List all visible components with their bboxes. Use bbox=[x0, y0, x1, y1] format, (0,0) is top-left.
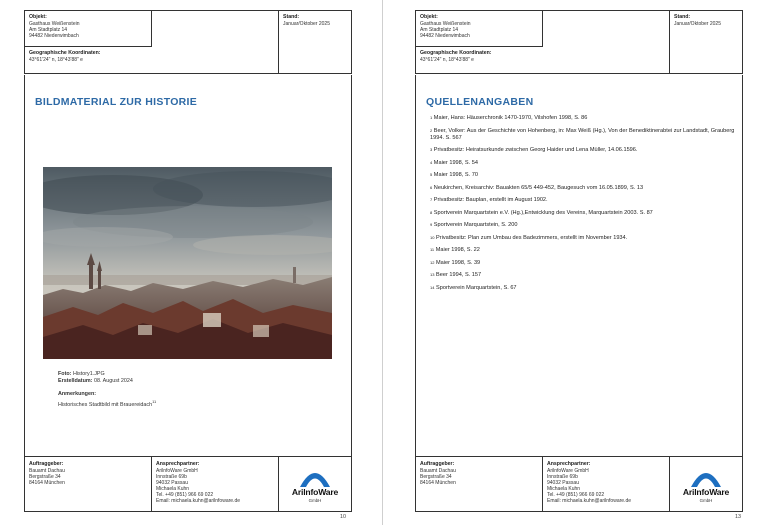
stand-value: Januar/Oktober 2025 bbox=[283, 20, 330, 27]
datum-value: 08. August 2024 bbox=[93, 378, 133, 384]
ansprech-email[interactable]: Email: michaela.kuhn@arilnfoware.de bbox=[156, 497, 241, 504]
sources-list bbox=[430, 115, 736, 297]
ansprech-line: Michaela Kuhn bbox=[156, 485, 190, 492]
source-entry bbox=[430, 115, 736, 122]
source-text: Maier 1998, S. 39 bbox=[436, 259, 481, 266]
photo-illustration bbox=[43, 167, 332, 359]
ansprech-line: ArilnfoWare GmbH bbox=[156, 467, 198, 474]
source-entry bbox=[430, 285, 736, 292]
ansprech-line: 94032 Passau bbox=[156, 479, 188, 486]
content-area bbox=[415, 75, 743, 457]
source-entry bbox=[430, 185, 736, 192]
source-text: Beer, Volker: Aus der Geschichte von Hohenberg, in: Max Weiß (Hg.), Von der Benediktinerabtei zur Landstadt, Grauberg 1994. S. 567 bbox=[430, 127, 735, 141]
footer-logo-cell bbox=[279, 457, 351, 511]
header-koordinaten-cell bbox=[25, 47, 152, 73]
source-entry bbox=[430, 160, 736, 167]
source-entry bbox=[430, 197, 736, 204]
koordinaten-label: Geographische Koordinaten: bbox=[420, 50, 492, 56]
footer-table bbox=[24, 456, 352, 512]
koordinaten-value: 43°61'24" n, 18°43'88" e bbox=[420, 56, 474, 63]
source-text: Sportverein Marquartstein e.V. (Hg.),Entwicklung des Vereins, Marquartstein 2003. S. 87 bbox=[433, 209, 653, 216]
header-objekt-cell bbox=[416, 11, 543, 47]
source-text: Maier 1998, S. 22 bbox=[435, 247, 480, 253]
auftraggeber-line: Bauamt Dachau bbox=[29, 467, 65, 474]
company-logo-sub: GmbH bbox=[308, 498, 322, 503]
ansprech-line: Tel. +49 (851) 966 69 022 bbox=[156, 491, 214, 498]
page-title: BILDMATERIAL ZUR HISTORIE bbox=[35, 96, 198, 108]
source-entry bbox=[430, 128, 736, 142]
source-number: 7 bbox=[430, 197, 433, 202]
header-table bbox=[415, 10, 743, 74]
footer-table bbox=[415, 456, 743, 512]
auftraggeber-line: Bergstraße 34 bbox=[420, 473, 452, 480]
header-empty-cell bbox=[543, 11, 670, 73]
source-text: Sportverein Marquartstein, S. 200 bbox=[433, 222, 518, 228]
stand-value: Januar/Oktober 2025 bbox=[674, 20, 721, 27]
auftraggeber-line: 84164 München bbox=[420, 479, 456, 486]
company-logo-text: ArilnfoWare bbox=[682, 487, 730, 497]
objekt-line: Gasthaus Weißenstein bbox=[29, 20, 80, 27]
objekt-line: Gasthaus Weißenstein bbox=[420, 20, 471, 27]
company-logo-sub: GmbH bbox=[699, 498, 713, 503]
koordinaten-label: Geographische Koordinaten: bbox=[29, 50, 101, 56]
ansprech-line: Innstraße 69b bbox=[156, 473, 187, 480]
source-text: Privatbesitz: Bauplan, erstellt im August 1902. bbox=[433, 197, 548, 203]
source-entry bbox=[430, 210, 736, 217]
source-number: 9 bbox=[430, 222, 433, 227]
source-entry bbox=[430, 147, 736, 154]
ansprech-line: Tel. +49 (851) 966 69 022 bbox=[547, 491, 605, 498]
header-koordinaten-cell bbox=[416, 47, 543, 73]
footer-ansprech-cell bbox=[152, 457, 279, 511]
source-entry bbox=[430, 172, 736, 179]
source-number: 4 bbox=[430, 159, 433, 165]
auftraggeber-line: 84164 München bbox=[29, 479, 65, 486]
source-entry bbox=[430, 247, 736, 254]
source-entry bbox=[430, 272, 736, 279]
ansprech-line: Michaela Kuhn bbox=[547, 485, 581, 492]
ansprech-label: Ansprechpartner: bbox=[156, 461, 200, 467]
historic-city-photo bbox=[43, 167, 332, 359]
page-frame bbox=[415, 10, 743, 512]
ansprech-line: ArilnfoWare GmbH bbox=[547, 467, 589, 474]
objekt-line: 94482 Niederwimbach bbox=[29, 32, 79, 39]
source-number: 5 bbox=[430, 172, 433, 177]
objekt-line: 94482 Niederwimbach bbox=[420, 32, 470, 39]
company-logo-arc-icon bbox=[688, 465, 724, 487]
source-number: 6 bbox=[430, 184, 433, 190]
footer-auftraggeber-cell bbox=[416, 457, 543, 511]
source-text: Privatbesitz: Heiratsurkunde zwischen Georg Haider und Lena Müller, 14.06.1596. bbox=[433, 147, 638, 153]
source-number: 10 bbox=[430, 234, 435, 240]
source-number: 12 bbox=[430, 259, 435, 265]
source-text: Privatbesitz: Plan zum Umbau des Badezimmers, erstellt im November 1934. bbox=[436, 234, 628, 241]
page-number: 13 bbox=[735, 514, 741, 520]
objekt-line: Am Stadtplatz 14 bbox=[420, 26, 459, 33]
notes-value: Historisches Stadtbild mit Brauereidach bbox=[58, 401, 153, 408]
auftraggeber-line: Bergstraße 34 bbox=[29, 473, 61, 480]
ansprech-line: 94032 Passau bbox=[547, 479, 579, 486]
objekt-line: Am Stadtplatz 14 bbox=[29, 26, 68, 33]
ansprech-email[interactable]: Email: michaela.kuhn@arilnfoware.de bbox=[547, 497, 632, 504]
stand-label: Stand: bbox=[674, 14, 691, 20]
footer-auftraggeber-cell bbox=[25, 457, 152, 511]
footer-ansprech-cell bbox=[543, 457, 670, 511]
objekt-label: Objekt: bbox=[420, 14, 438, 20]
page-title: QUELLENANGABEN bbox=[426, 96, 534, 108]
source-text: Maier 1998, S. 70 bbox=[433, 172, 478, 178]
source-number: 14 bbox=[430, 284, 435, 290]
source-entry bbox=[430, 235, 736, 242]
footer-logo-cell bbox=[670, 457, 742, 511]
document-page-right bbox=[383, 0, 765, 525]
source-text: Maier 1998, S. 54 bbox=[433, 159, 478, 166]
source-entry bbox=[430, 260, 736, 267]
ansprech-line: Innstraße 69b bbox=[547, 473, 578, 480]
source-number: 1 bbox=[430, 115, 433, 120]
stand-label: Stand: bbox=[283, 14, 300, 20]
foto-label: Foto: bbox=[58, 371, 72, 377]
auftraggeber-label: Auftraggeber: bbox=[29, 461, 64, 467]
notes-footnote-ref[interactable]: 11 bbox=[152, 399, 157, 404]
content-area bbox=[24, 75, 352, 457]
source-text: Beer 1994, S. 157 bbox=[436, 272, 482, 278]
header-stand-cell bbox=[279, 11, 351, 73]
source-entry bbox=[430, 222, 736, 229]
koordinaten-value: 43°61'24" n, 18°43'88" e bbox=[29, 56, 83, 63]
source-number: 8 bbox=[430, 209, 433, 215]
auftraggeber-label: Auftraggeber: bbox=[420, 461, 455, 467]
source-text: Neukirchen, Kreisarchiv: Bauakten 65/5 449-452, Baugesuch vom 16.05.1899, S. 13 bbox=[433, 184, 644, 191]
company-logo-text: ArilnfoWare bbox=[291, 487, 339, 497]
source-number: 11 bbox=[430, 247, 435, 252]
datum-label: Erstelldatum: bbox=[58, 378, 93, 384]
foto-value: History1.JPG bbox=[72, 371, 105, 377]
notes-label: Anmerkungen: bbox=[58, 391, 97, 397]
header-stand-cell bbox=[670, 11, 742, 73]
page-number: 10 bbox=[340, 514, 346, 520]
source-number: 13 bbox=[430, 272, 435, 277]
ansprech-label: Ansprechpartner: bbox=[547, 461, 591, 467]
auftraggeber-line: Bauamt Dachau bbox=[420, 467, 456, 474]
header-objekt-cell bbox=[25, 11, 152, 47]
company-logo-arc-icon bbox=[297, 465, 333, 487]
source-number: 3 bbox=[430, 147, 433, 152]
source-text: Sportverein Marquartstein, S. 67 bbox=[436, 284, 517, 291]
page-frame bbox=[24, 10, 352, 512]
photo-caption bbox=[58, 371, 156, 409]
document-page-left bbox=[0, 0, 382, 525]
header-empty-cell bbox=[152, 11, 279, 73]
objekt-label: Objekt: bbox=[29, 14, 47, 20]
header-table bbox=[24, 10, 352, 74]
source-text: Maier, Hans: Häuserchronik 1470-1970, Vilshofen 1998, S. 86 bbox=[433, 115, 588, 121]
source-number: 2 bbox=[430, 127, 433, 133]
